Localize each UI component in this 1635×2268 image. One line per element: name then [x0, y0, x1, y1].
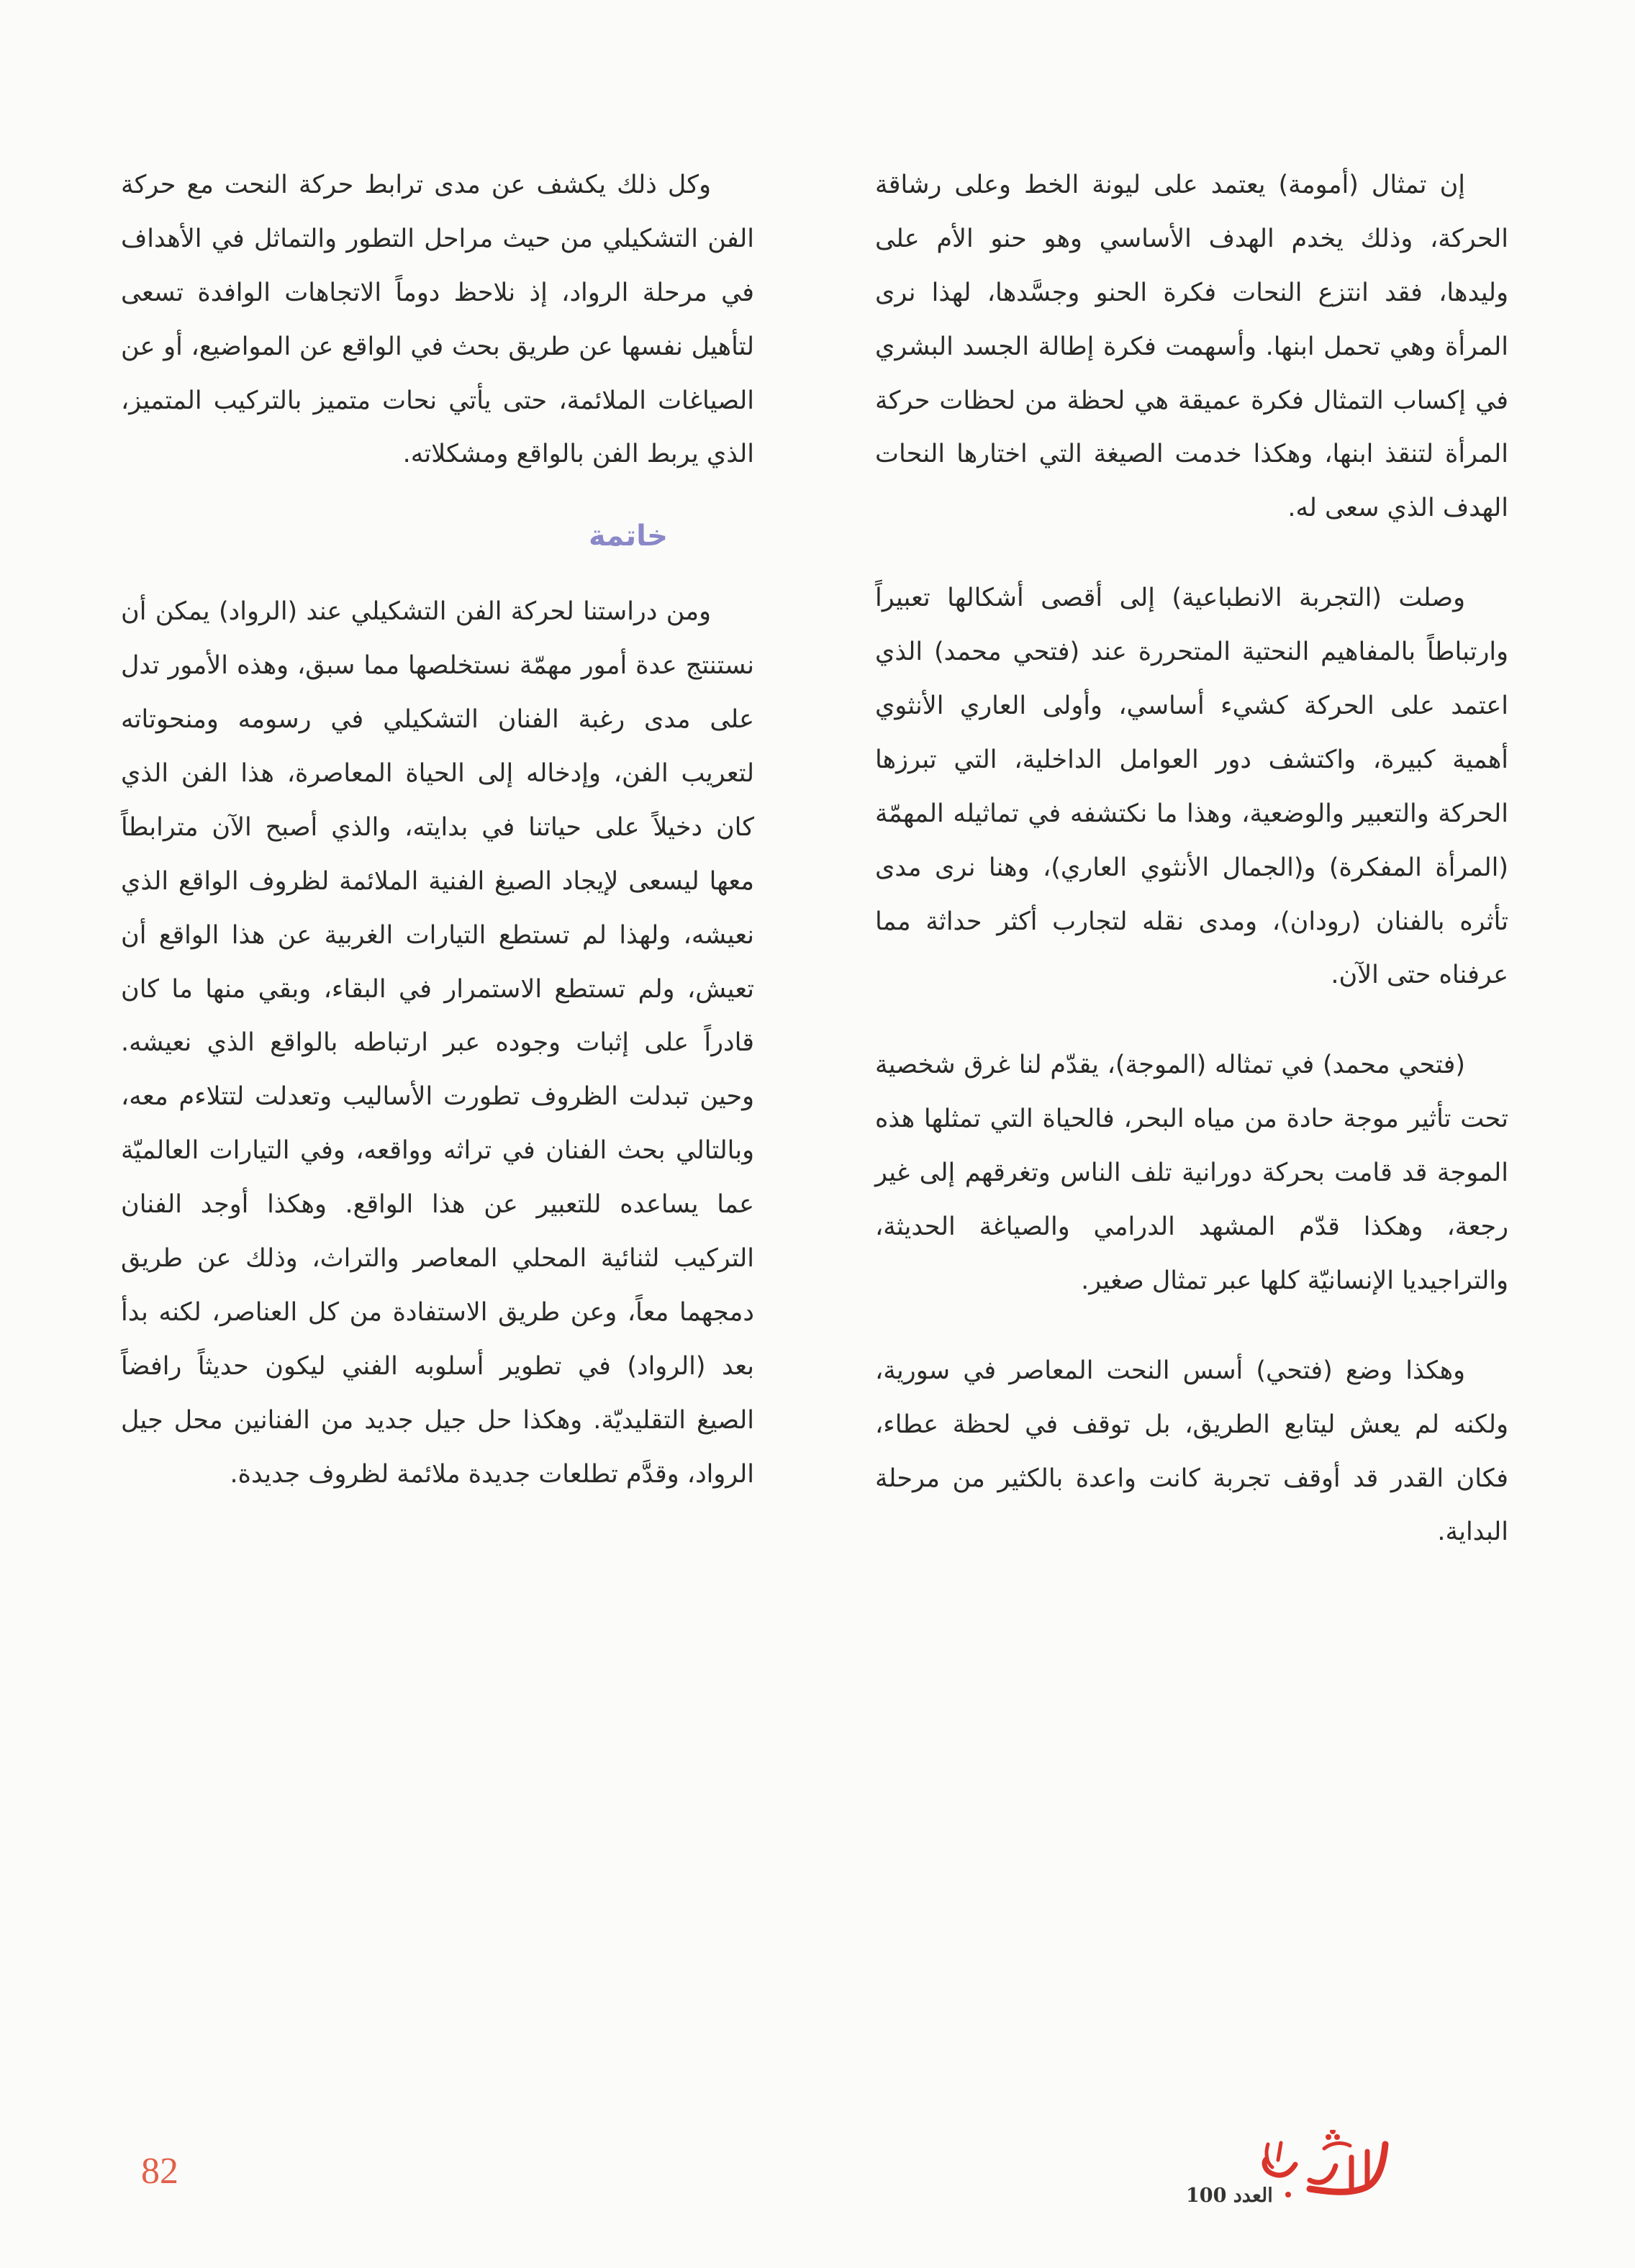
paragraph-conclusion: ومن دراستنا لحركة الفن التشكيلي عند (الرواد) يمكن أن نستنتج عدة أمور مهمّة نستخلصها مما سبق، وهذه الأمور تدل على مدى رغبة الفنان التشكيلي في رسومه ومنحوتاته لتعريب الفن، وإدخاله إلى الحياة المعاصرة، هذا الفن الذي كان دخيلاً على حياتنا في بدايته، والذي أصبح الآن مترابطاً معها ليسعى لإيجاد الصيغ الفنية الملائمة لظروف الواقع الذي نعيشه، ولهذا لم تستطع التيارات الغربية عن هذا الواقع أن تعيش، ولم تستطع الاستمرار في البقاء، وبقي منها ما كان قادراً على إثبات وجوده عبر ارتباطه بالواقع الذي نعيشه. وحين تبدلت الظروف تطورت الأساليب وتعدلت لتتلاءم معه، وبالتالي بحث الفنان في تراثه وواقعه، وفي التيارات العالميّة عما يساعده للتعبير عن هذا الواقع. وهكذا أوجد الفنان التركيب لثنائية المحلي المعاصر والتراث، وذلك عن طريق دمجهما معاً، وعن طريق الاستفادة من كل العناصر، لكنه بدأ بعد (الرواد) في تطوير أسلوبه الفني ليكون حديثاً رافضاً الصيغ التقليديّة. وهكذا حل جيل جديد من الفنانين محل جيل الرواد، وقدَّم تطلعات جديدة ملائمة لظروف جديدة.: [121, 597, 754, 1489]
paragraph-umuma: إن تمثال (أمومة) يعتمد على ليونة الخط وعلى رشاقة الحركة، وذلك يخدم الهدف الأساسي وهو حنو الأم على وليدها، فقد انتزع النحات فكرة الحنو وجسَّدها، لهذا نرى المرأة وهي تحمل ابنها. وأسهمت فكرة إطالة الجسد البشري في إكساب التمثال فكرة عميقة هي لحظة من لحظات حركة المرأة لتنقذ ابنها، وهكذا خدمت الصيغة التي اختارها النحات الهدف الذي سعى له.: [875, 171, 1508, 523]
paragraph-sculpture-link: وكل ذلك يكشف عن مدى ترابط حركة النحت مع حركة الفن التشكيلي من حيث مراحل التطور والتماثل في الأهداف في مرحلة الرواد، إذ نلاحظ دوماً الاتجاهات الوافدة تسعى لتأهيل نفسها عن طريق بحث في الواقع عن المواضيع، أو عن الصياغات الملائمة، حتى يأتي نحات متميز بالتركيب المتميز، الذي يربط الفن بالواقع ومشكلاته.: [121, 171, 754, 469]
paragraph-impressionist: وصلت (التجربة الانطباعية) إلى أقصى أشكالها تعبيراً وارتباطاً بالمفاهيم النحتية المتحررة عند (فتحي محمد) الذي اعتمد على الحركة كشيء أساسي، وأولى العاري الأنثوي أهمية كبيرة، واكتشف دور العوامل الداخلية، التي تبرزها الحركة والتعبير والوضعية، وهذا ما نكتشفه في تماثيله المهمّة (المرأة المفكرة) و(الجمال الأنثوي العاري)، وهنا نرى مدى تأثره بالفنان (رودان)، ومدى نقله لتجارب أكثر حداثة مما عرفناه حتى الآن.: [875, 584, 1508, 990]
paragraph-fathi-foundations: وهكذا وضع (فتحي) أسس النحت المعاصر في سورية، ولكنه لم يعش ليتابع الطريق، بل توقف في لحظة عطاء، فكان القدر قد أوقف تجربة كانت واعدة بالكثير من مرحلة البداية.: [875, 1356, 1508, 1547]
paragraph-wave-statue: (فتحي محمد) في تمثاله (الموجة)، يقدّم لنا غرق شخصية تحت تأثير موجة حادة من مياه البحر، فالحياة التي تمثلها هذه الموجة قد قامت بحركة دورانية تلف الناس وتغرقهم إلى غير رجعة، وهكذا قدّم المشهد الدرامي والصياغة الحديثة، والتراجيديا الإنسانيّة كلها عبر تمثال صغير.: [875, 1051, 1508, 1295]
issue-number-label: العدد 100: [1186, 2185, 1273, 2207]
page-number: 82: [141, 2151, 178, 2192]
conclusion-heading: خاتمة: [589, 520, 668, 553]
left-column: [121, 158, 754, 1537]
right-column: [875, 158, 1508, 1595]
